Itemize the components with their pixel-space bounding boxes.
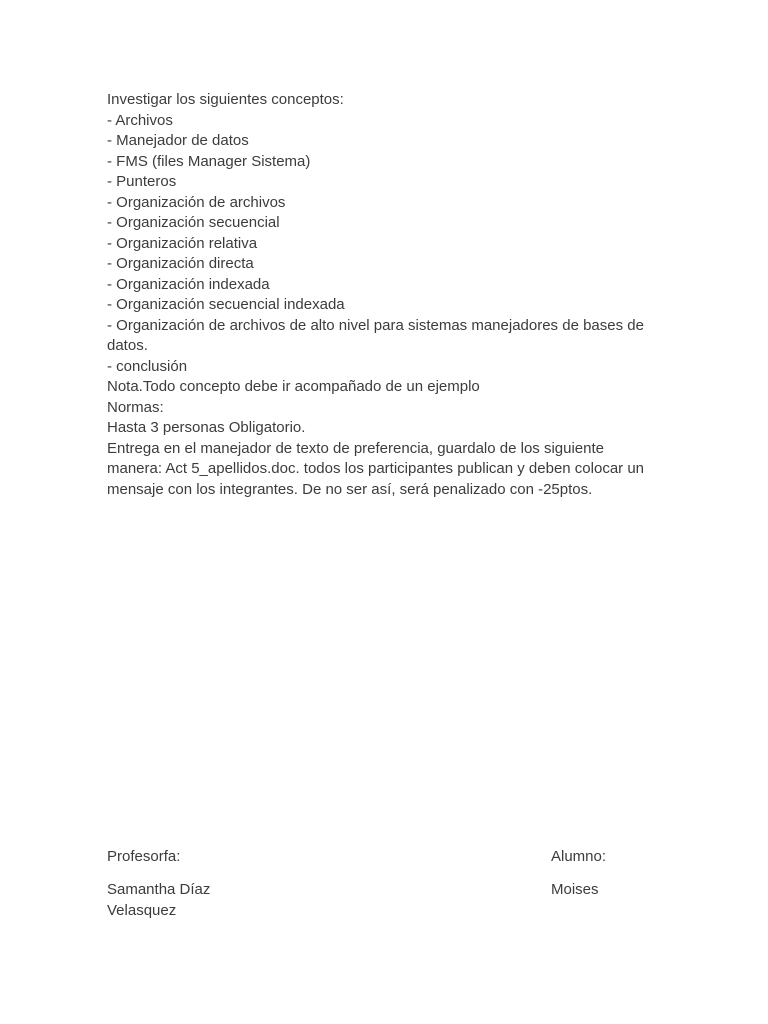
concept-list (107, 111, 667, 378)
professor-label: Profesorfa: (107, 848, 181, 865)
list-item: - Organización secuencial indexada (107, 296, 345, 313)
nota-text: Nota.Todo concepto debe ir acompañado de un ejemplo (107, 378, 480, 395)
list-item: - Organización relativa (107, 234, 258, 252)
intro-text: Investigar los siguientes conceptos: (107, 91, 344, 108)
list-item: - FMS (files Manager Sistema) (107, 152, 311, 170)
assignment-body (107, 90, 667, 500)
list-item: - conclusión (107, 357, 188, 375)
list-item: - Organización secuencial (107, 214, 280, 231)
student-label: Alumno: (551, 848, 607, 865)
list-item: - Punteros (107, 173, 177, 190)
professor-name: Samantha Díaz Velasquez (107, 881, 211, 919)
list-item: - Organización indexada (107, 275, 270, 293)
list-item: - Manejador de datos (107, 132, 249, 149)
list-item: - Archivos (107, 111, 173, 129)
list-item: - Organización de archivos (107, 193, 286, 211)
list-item: - Organización de archivos de alto nivel para sistemas manejadores de bases de datos. (107, 316, 644, 354)
list-item: - Organización directa (107, 255, 254, 272)
normas-heading: Normas: (107, 398, 164, 416)
student-name: Moises (551, 881, 599, 898)
normas-rule-group-size: Hasta 3 personas Obligatorio. (107, 419, 306, 436)
normas-rule-delivery: Entrega en el manejador de texto de preferencia, guardalo de los siguiente manera: Act 5_apellidos.doc. todos los participantes publican y deben colocar un mensaje con los integrantes. De no ser así, será penalizado con -25ptos. (107, 439, 645, 498)
